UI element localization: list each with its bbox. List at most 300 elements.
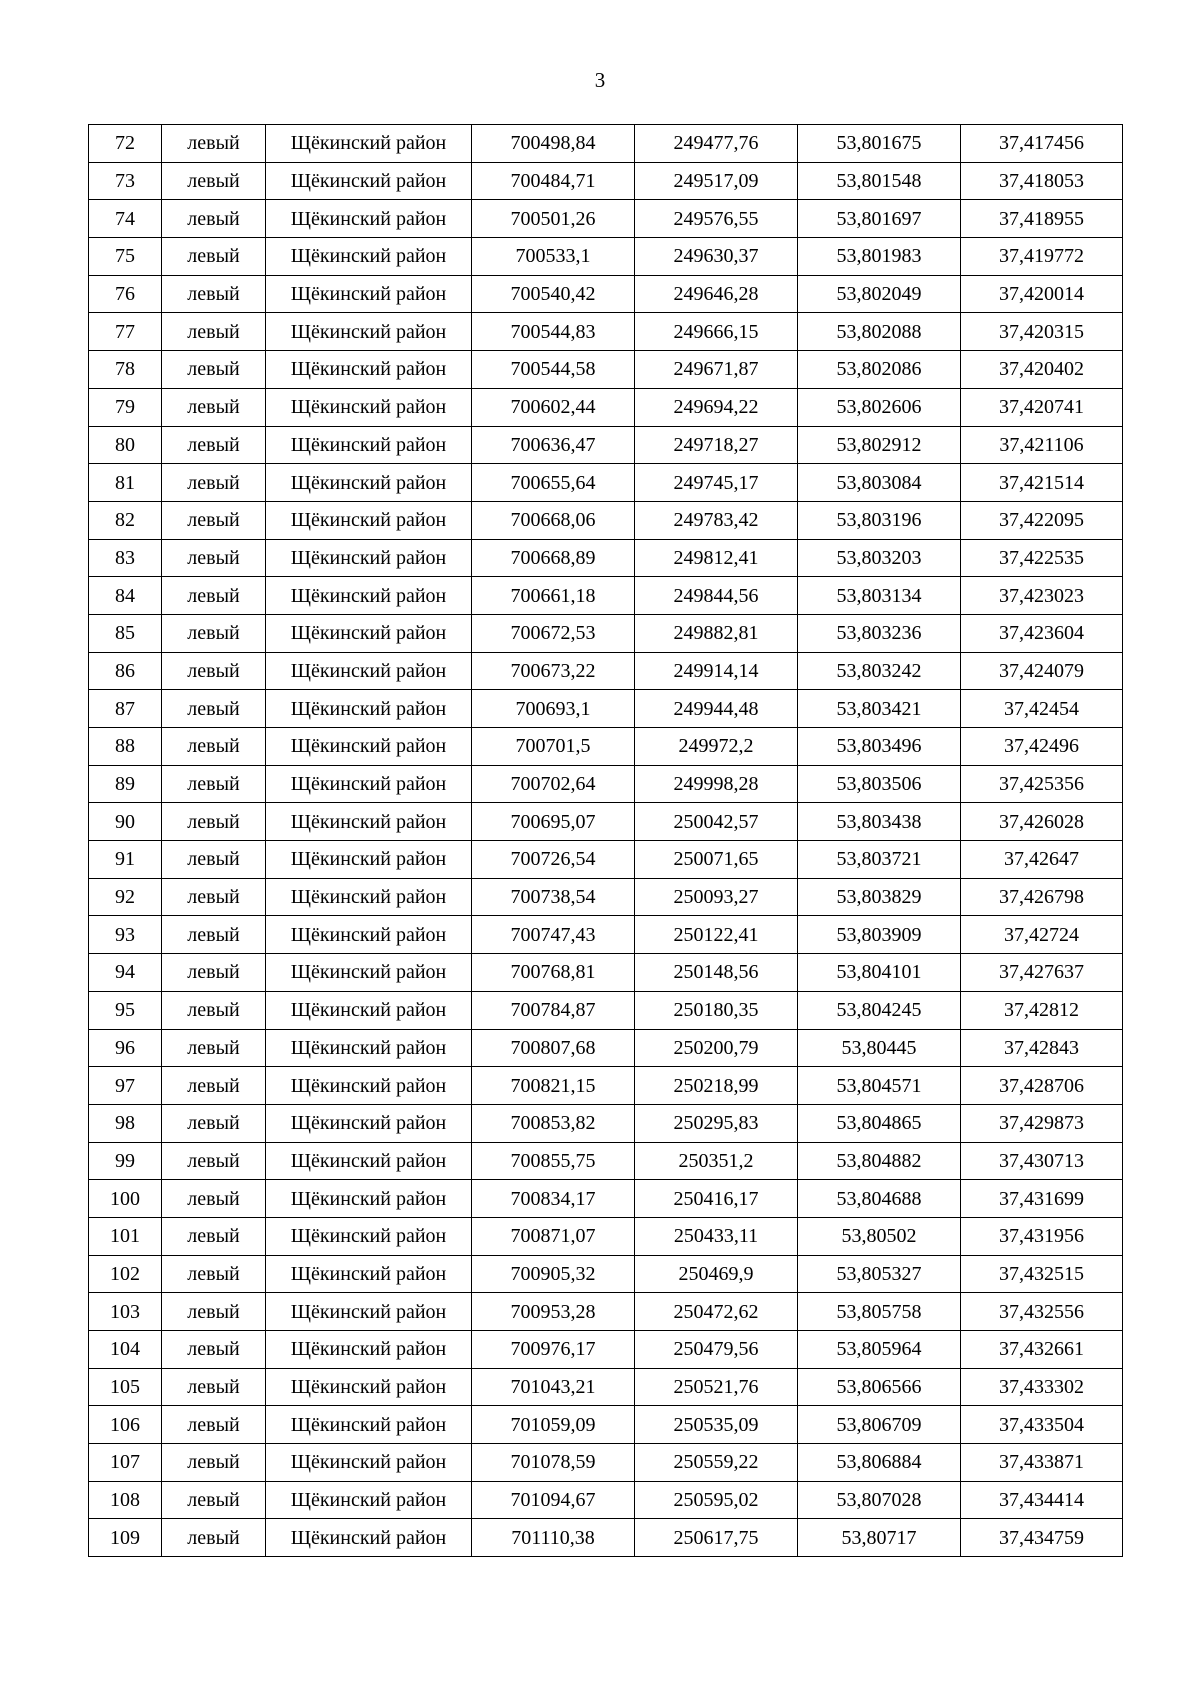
bank-side-cell: левый [162,954,266,992]
longitude-cell: 37,420402 [961,351,1123,389]
table-row [89,539,1123,577]
x-coordinate-cell: 701078,59 [472,1444,635,1482]
y-coordinate-cell: 249882,81 [635,614,798,652]
table-row [89,991,1123,1029]
x-coordinate-cell: 700853,82 [472,1104,635,1142]
latitude-cell: 53,806709 [798,1406,961,1444]
latitude-cell: 53,803196 [798,501,961,539]
x-coordinate-cell: 700498,84 [472,125,635,163]
y-coordinate-cell: 250433,11 [635,1217,798,1255]
district-cell: Щёкинский район [266,1217,472,1255]
point-number-cell: 96 [89,1029,162,1067]
x-coordinate-cell: 700871,07 [472,1217,635,1255]
point-number-cell: 83 [89,539,162,577]
y-coordinate-cell: 249694,22 [635,388,798,426]
longitude-cell: 37,433504 [961,1406,1123,1444]
point-number-cell: 106 [89,1406,162,1444]
longitude-cell: 37,432556 [961,1293,1123,1331]
bank-side-cell: левый [162,1481,266,1519]
y-coordinate-cell: 250042,57 [635,803,798,841]
table-row [89,1067,1123,1105]
bank-side-cell: левый [162,916,266,954]
table-row [89,313,1123,351]
longitude-cell: 37,419772 [961,238,1123,276]
y-coordinate-cell: 250218,99 [635,1067,798,1105]
bank-side-cell: левый [162,1406,266,1444]
point-number-cell: 103 [89,1293,162,1331]
district-cell: Щёкинский район [266,765,472,803]
bank-side-cell: левый [162,426,266,464]
district-cell: Щёкинский район [266,1481,472,1519]
latitude-cell: 53,803242 [798,652,961,690]
table-row [89,1255,1123,1293]
longitude-cell: 37,423604 [961,614,1123,652]
table-row [89,577,1123,615]
x-coordinate-cell: 700533,1 [472,238,635,276]
longitude-cell: 37,42496 [961,728,1123,766]
table-row [89,841,1123,879]
district-cell: Щёкинский район [266,200,472,238]
table-row [89,275,1123,313]
point-number-cell: 73 [89,162,162,200]
table-row [89,1029,1123,1067]
y-coordinate-cell: 250122,41 [635,916,798,954]
longitude-cell: 37,421106 [961,426,1123,464]
table-row [89,388,1123,426]
point-number-cell: 82 [89,501,162,539]
point-number-cell: 99 [89,1142,162,1180]
y-coordinate-cell: 249998,28 [635,765,798,803]
district-cell: Щёкинский район [266,1067,472,1105]
latitude-cell: 53,801675 [798,125,961,163]
latitude-cell: 53,803203 [798,539,961,577]
y-coordinate-cell: 249812,41 [635,539,798,577]
point-number-cell: 108 [89,1481,162,1519]
y-coordinate-cell: 249646,28 [635,275,798,313]
y-coordinate-cell: 250472,62 [635,1293,798,1331]
bank-side-cell: левый [162,1142,266,1180]
table-row [89,803,1123,841]
x-coordinate-cell: 700693,1 [472,690,635,728]
latitude-cell: 53,803438 [798,803,961,841]
latitude-cell: 53,802912 [798,426,961,464]
y-coordinate-cell: 249477,76 [635,125,798,163]
district-cell: Щёкинский район [266,1255,472,1293]
x-coordinate-cell: 700672,53 [472,614,635,652]
y-coordinate-cell: 250351,2 [635,1142,798,1180]
table-row [89,1519,1123,1557]
bank-side-cell: левый [162,1368,266,1406]
y-coordinate-cell: 250559,22 [635,1444,798,1482]
district-cell: Щёкинский район [266,162,472,200]
longitude-cell: 37,421514 [961,464,1123,502]
bank-side-cell: левый [162,614,266,652]
table-row [89,1293,1123,1331]
x-coordinate-cell: 700673,22 [472,652,635,690]
table-row [89,878,1123,916]
latitude-cell: 53,804245 [798,991,961,1029]
district-cell: Щёкинский район [266,841,472,879]
longitude-cell: 37,42454 [961,690,1123,728]
x-coordinate-cell: 700855,75 [472,1142,635,1180]
longitude-cell: 37,433871 [961,1444,1123,1482]
district-cell: Щёкинский район [266,125,472,163]
point-number-cell: 77 [89,313,162,351]
y-coordinate-cell: 249914,14 [635,652,798,690]
longitude-cell: 37,429873 [961,1104,1123,1142]
latitude-cell: 53,803721 [798,841,961,879]
point-number-cell: 84 [89,577,162,615]
bank-side-cell: левый [162,765,266,803]
x-coordinate-cell: 700976,17 [472,1331,635,1369]
latitude-cell: 53,802606 [798,388,961,426]
latitude-cell: 53,803134 [798,577,961,615]
longitude-cell: 37,425356 [961,765,1123,803]
latitude-cell: 53,806566 [798,1368,961,1406]
district-cell: Щёкинский район [266,954,472,992]
latitude-cell: 53,802049 [798,275,961,313]
x-coordinate-cell: 701094,67 [472,1481,635,1519]
table-row [89,1406,1123,1444]
x-coordinate-cell: 700807,68 [472,1029,635,1067]
y-coordinate-cell: 250595,02 [635,1481,798,1519]
district-cell: Щёкинский район [266,426,472,464]
longitude-cell: 37,424079 [961,652,1123,690]
y-coordinate-cell: 249944,48 [635,690,798,728]
table-row [89,200,1123,238]
latitude-cell: 53,804101 [798,954,961,992]
district-cell: Щёкинский район [266,464,472,502]
x-coordinate-cell: 701059,09 [472,1406,635,1444]
bank-side-cell: левый [162,652,266,690]
bank-side-cell: левый [162,200,266,238]
point-number-cell: 100 [89,1180,162,1218]
longitude-cell: 37,432515 [961,1255,1123,1293]
x-coordinate-cell: 700636,47 [472,426,635,464]
district-cell: Щёкинский район [266,577,472,615]
longitude-cell: 37,420315 [961,313,1123,351]
y-coordinate-cell: 249630,37 [635,238,798,276]
point-number-cell: 89 [89,765,162,803]
y-coordinate-cell: 250479,56 [635,1331,798,1369]
point-number-cell: 97 [89,1067,162,1105]
point-number-cell: 93 [89,916,162,954]
district-cell: Щёкинский район [266,501,472,539]
latitude-cell: 53,801983 [798,238,961,276]
district-cell: Щёкинский район [266,878,472,916]
point-number-cell: 81 [89,464,162,502]
bank-side-cell: левый [162,1444,266,1482]
longitude-cell: 37,418955 [961,200,1123,238]
x-coordinate-cell: 700834,17 [472,1180,635,1218]
bank-side-cell: левый [162,313,266,351]
longitude-cell: 37,428706 [961,1067,1123,1105]
district-cell: Щёкинский район [266,1519,472,1557]
x-coordinate-cell: 700784,87 [472,991,635,1029]
longitude-cell: 37,426028 [961,803,1123,841]
x-coordinate-cell: 701043,21 [472,1368,635,1406]
x-coordinate-cell: 700501,26 [472,200,635,238]
bank-side-cell: левый [162,690,266,728]
point-number-cell: 107 [89,1444,162,1482]
latitude-cell: 53,80445 [798,1029,961,1067]
x-coordinate-cell: 700484,71 [472,162,635,200]
latitude-cell: 53,803084 [798,464,961,502]
district-cell: Щёкинский район [266,1406,472,1444]
district-cell: Щёкинский район [266,614,472,652]
latitude-cell: 53,803496 [798,728,961,766]
y-coordinate-cell: 249745,17 [635,464,798,502]
table-row [89,1104,1123,1142]
bank-side-cell: левый [162,1180,266,1218]
x-coordinate-cell: 700602,44 [472,388,635,426]
point-number-cell: 79 [89,388,162,426]
table-row [89,1142,1123,1180]
x-coordinate-cell: 700953,28 [472,1293,635,1331]
district-cell: Щёкинский район [266,1293,472,1331]
district-cell: Щёкинский район [266,539,472,577]
point-number-cell: 90 [89,803,162,841]
bank-side-cell: левый [162,162,266,200]
y-coordinate-cell: 250521,76 [635,1368,798,1406]
y-coordinate-cell: 250093,27 [635,878,798,916]
point-number-cell: 102 [89,1255,162,1293]
table-row [89,351,1123,389]
latitude-cell: 53,803909 [798,916,961,954]
latitude-cell: 53,805327 [798,1255,961,1293]
table-row [89,238,1123,276]
bank-side-cell: левый [162,388,266,426]
latitude-cell: 53,804865 [798,1104,961,1142]
table-row [89,765,1123,803]
bank-side-cell: левый [162,1217,266,1255]
point-number-cell: 87 [89,690,162,728]
latitude-cell: 53,80502 [798,1217,961,1255]
district-cell: Щёкинский район [266,652,472,690]
bank-side-cell: левый [162,1029,266,1067]
point-number-cell: 104 [89,1331,162,1369]
bank-side-cell: левый [162,841,266,879]
district-cell: Щёкинский район [266,388,472,426]
bank-side-cell: левый [162,501,266,539]
longitude-cell: 37,42812 [961,991,1123,1029]
point-number-cell: 86 [89,652,162,690]
longitude-cell: 37,433302 [961,1368,1123,1406]
bank-side-cell: левый [162,1293,266,1331]
longitude-cell: 37,417456 [961,125,1123,163]
table-row [89,125,1123,163]
y-coordinate-cell: 249972,2 [635,728,798,766]
table-row [89,690,1123,728]
latitude-cell: 53,803506 [798,765,961,803]
latitude-cell: 53,804571 [798,1067,961,1105]
longitude-cell: 37,42843 [961,1029,1123,1067]
table-row [89,1180,1123,1218]
y-coordinate-cell: 249666,15 [635,313,798,351]
point-number-cell: 76 [89,275,162,313]
y-coordinate-cell: 250148,56 [635,954,798,992]
longitude-cell: 37,434759 [961,1519,1123,1557]
table-row [89,652,1123,690]
longitude-cell: 37,430713 [961,1142,1123,1180]
table-row [89,1481,1123,1519]
table-row [89,614,1123,652]
longitude-cell: 37,422535 [961,539,1123,577]
x-coordinate-cell: 700738,54 [472,878,635,916]
bank-side-cell: левый [162,1104,266,1142]
y-coordinate-cell: 249844,56 [635,577,798,615]
bank-side-cell: левый [162,1331,266,1369]
point-number-cell: 80 [89,426,162,464]
latitude-cell: 53,805964 [798,1331,961,1369]
point-number-cell: 109 [89,1519,162,1557]
y-coordinate-cell: 250180,35 [635,991,798,1029]
x-coordinate-cell: 700695,07 [472,803,635,841]
district-cell: Щёкинский район [266,275,472,313]
table-row [89,162,1123,200]
longitude-cell: 37,42647 [961,841,1123,879]
district-cell: Щёкинский район [266,1180,472,1218]
district-cell: Щёкинский район [266,728,472,766]
longitude-cell: 37,420741 [961,388,1123,426]
latitude-cell: 53,803421 [798,690,961,728]
y-coordinate-cell: 249576,55 [635,200,798,238]
x-coordinate-cell: 700701,5 [472,728,635,766]
x-coordinate-cell: 700668,89 [472,539,635,577]
table-body [89,125,1123,1557]
bank-side-cell: левый [162,539,266,577]
x-coordinate-cell: 700726,54 [472,841,635,879]
point-number-cell: 98 [89,1104,162,1142]
x-coordinate-cell: 700544,58 [472,351,635,389]
latitude-cell: 53,801548 [798,162,961,200]
x-coordinate-cell: 700661,18 [472,577,635,615]
longitude-cell: 37,431956 [961,1217,1123,1255]
x-coordinate-cell: 700668,06 [472,501,635,539]
table-row [89,501,1123,539]
y-coordinate-cell: 250469,9 [635,1255,798,1293]
latitude-cell: 53,802088 [798,313,961,351]
y-coordinate-cell: 250200,79 [635,1029,798,1067]
bank-side-cell: левый [162,991,266,1029]
district-cell: Щёкинский район [266,351,472,389]
longitude-cell: 37,432661 [961,1331,1123,1369]
x-coordinate-cell: 700747,43 [472,916,635,954]
point-number-cell: 92 [89,878,162,916]
table-row [89,1331,1123,1369]
point-number-cell: 88 [89,728,162,766]
table-row [89,1444,1123,1482]
point-number-cell: 94 [89,954,162,992]
latitude-cell: 53,806884 [798,1444,961,1482]
longitude-cell: 37,422095 [961,501,1123,539]
table-row [89,464,1123,502]
longitude-cell: 37,42724 [961,916,1123,954]
point-number-cell: 91 [89,841,162,879]
bank-side-cell: левый [162,1519,266,1557]
latitude-cell: 53,803829 [798,878,961,916]
x-coordinate-cell: 700905,32 [472,1255,635,1293]
district-cell: Щёкинский район [266,803,472,841]
x-coordinate-cell: 701110,38 [472,1519,635,1557]
latitude-cell: 53,805758 [798,1293,961,1331]
y-coordinate-cell: 250071,65 [635,841,798,879]
bank-side-cell: левый [162,238,266,276]
district-cell: Щёкинский район [266,690,472,728]
bank-side-cell: левый [162,878,266,916]
longitude-cell: 37,420014 [961,275,1123,313]
point-number-cell: 95 [89,991,162,1029]
bank-side-cell: левый [162,1255,266,1293]
y-coordinate-cell: 249671,87 [635,351,798,389]
longitude-cell: 37,423023 [961,577,1123,615]
x-coordinate-cell: 700768,81 [472,954,635,992]
point-number-cell: 101 [89,1217,162,1255]
longitude-cell: 37,427637 [961,954,1123,992]
latitude-cell: 53,801697 [798,200,961,238]
latitude-cell: 53,803236 [798,614,961,652]
bank-side-cell: левый [162,803,266,841]
table-row [89,916,1123,954]
table-row [89,1217,1123,1255]
table-row [89,1368,1123,1406]
point-number-cell: 105 [89,1368,162,1406]
longitude-cell: 37,434414 [961,1481,1123,1519]
longitude-cell: 37,426798 [961,878,1123,916]
latitude-cell: 53,807028 [798,1481,961,1519]
bank-side-cell: левый [162,464,266,502]
latitude-cell: 53,80717 [798,1519,961,1557]
district-cell: Щёкинский район [266,238,472,276]
bank-side-cell: левый [162,351,266,389]
x-coordinate-cell: 700702,64 [472,765,635,803]
point-number-cell: 85 [89,614,162,652]
y-coordinate-cell: 249718,27 [635,426,798,464]
point-number-cell: 74 [89,200,162,238]
coordinates-table [88,124,1123,1557]
table-row [89,954,1123,992]
district-cell: Щёкинский район [266,1444,472,1482]
y-coordinate-cell: 249517,09 [635,162,798,200]
bank-side-cell: левый [162,577,266,615]
y-coordinate-cell: 250416,17 [635,1180,798,1218]
x-coordinate-cell: 700544,83 [472,313,635,351]
y-coordinate-cell: 249783,42 [635,501,798,539]
district-cell: Щёкинский район [266,1368,472,1406]
longitude-cell: 37,431699 [961,1180,1123,1218]
bank-side-cell: левый [162,275,266,313]
point-number-cell: 78 [89,351,162,389]
page-number: 3 [594,68,606,92]
latitude-cell: 53,802086 [798,351,961,389]
district-cell: Щёкинский район [266,991,472,1029]
district-cell: Щёкинский район [266,916,472,954]
bank-side-cell: левый [162,728,266,766]
bank-side-cell: левый [162,125,266,163]
latitude-cell: 53,804882 [798,1142,961,1180]
table-row [89,426,1123,464]
y-coordinate-cell: 250535,09 [635,1406,798,1444]
district-cell: Щёкинский район [266,1029,472,1067]
district-cell: Щёкинский район [266,1142,472,1180]
bank-side-cell: левый [162,1067,266,1105]
x-coordinate-cell: 700821,15 [472,1067,635,1105]
district-cell: Щёкинский район [266,1331,472,1369]
latitude-cell: 53,804688 [798,1180,961,1218]
x-coordinate-cell: 700540,42 [472,275,635,313]
y-coordinate-cell: 250295,83 [635,1104,798,1142]
district-cell: Щёкинский район [266,1104,472,1142]
